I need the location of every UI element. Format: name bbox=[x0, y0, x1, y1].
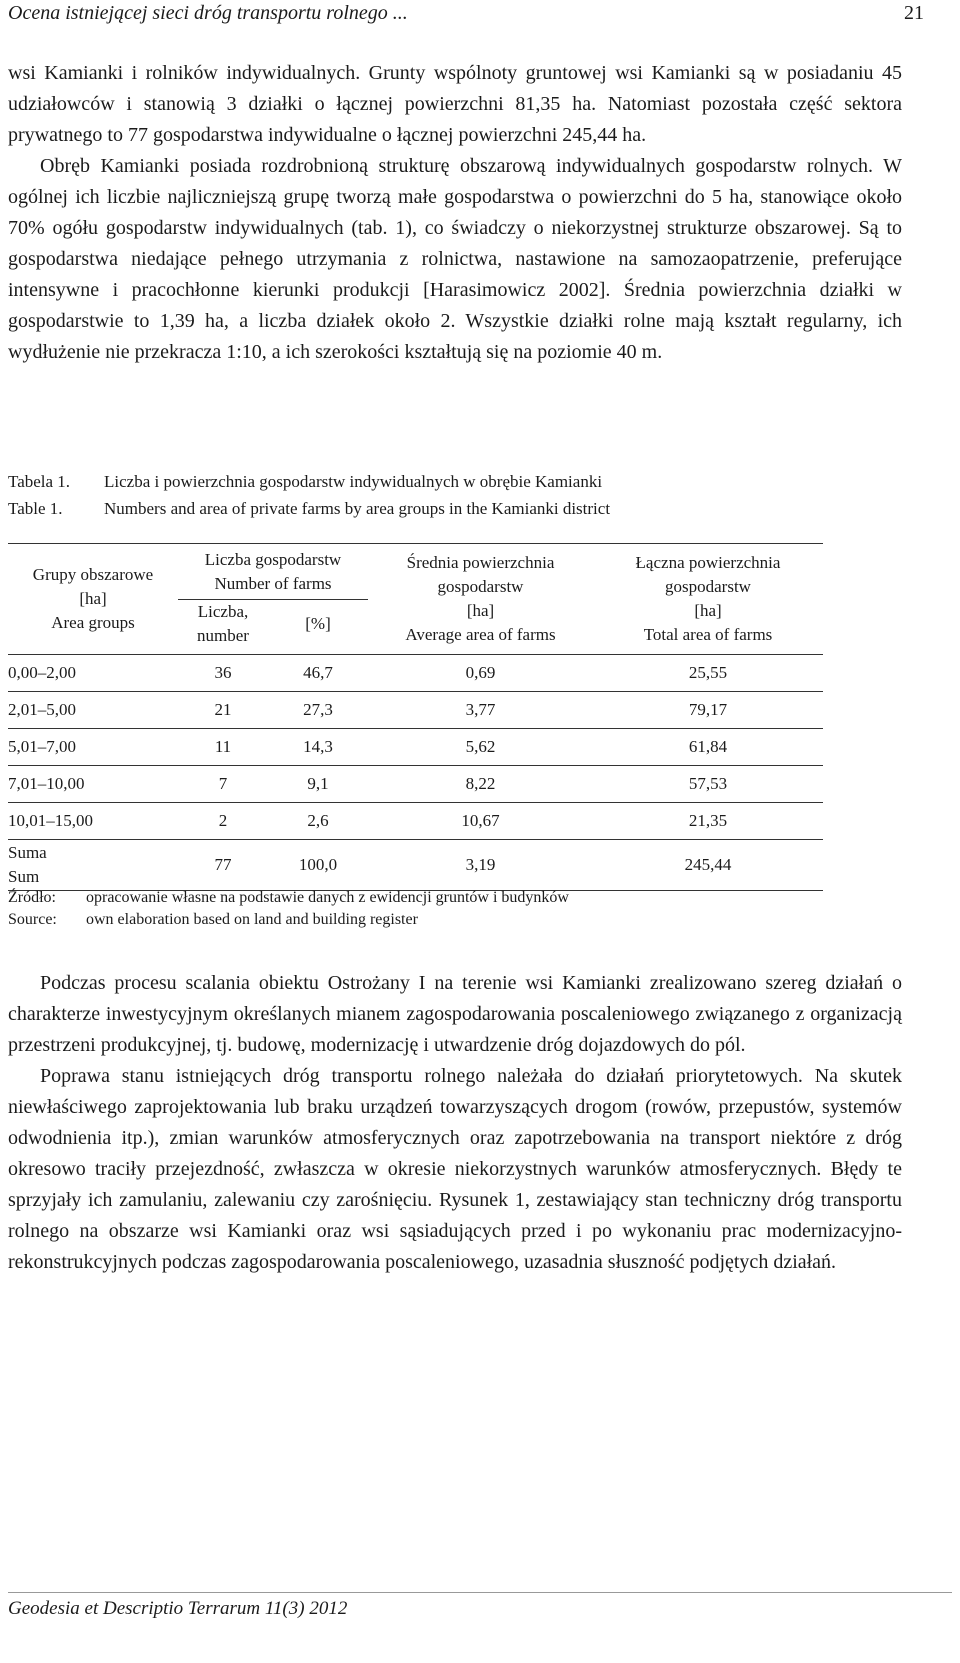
table-row: 5,01–7,00 11 14,3 5,62 61,84 bbox=[8, 729, 823, 766]
header-number-of-farms: Liczba gospodarstw Number of farms bbox=[178, 544, 368, 601]
table-row: 10,01–15,00 2 2,6 10,67 21,35 bbox=[8, 803, 823, 840]
caption-label-pl: Tabela 1. bbox=[8, 472, 71, 491]
source-label-en: Source: bbox=[8, 911, 57, 928]
table-source bbox=[8, 887, 569, 931]
header-percent: [%] bbox=[268, 600, 368, 655]
table-row-sum: Suma Sum 77 100,0 3,19 245,44 bbox=[8, 840, 823, 891]
body-text-bottom bbox=[8, 968, 902, 1278]
table-row: 0,00–2,00 36 46,7 0,69 25,55 bbox=[8, 655, 823, 692]
footer-divider bbox=[8, 1592, 952, 1593]
source-text-pl: opracowanie własne na podstawie danych z ewidencji gruntów i budynków bbox=[86, 889, 569, 906]
header-count: Liczba, number bbox=[178, 600, 268, 655]
table-caption bbox=[8, 468, 908, 522]
running-title: Ocena istniejącej sieci dróg transportu rolnego ... bbox=[8, 2, 408, 24]
caption-text-en: Numbers and area of private farms by area groups in the Kamianki district bbox=[104, 499, 611, 518]
paragraph: wsi Kamianki i rolników indywidualnych. Grunty wspólnoty gruntowej wsi Kamianki są w posiadaniu 45 udziałowców i stanowią 3 działki o łącznej powierzchni 81,35 ha. Natomiast pozostała część sektora prywatnego to 77 gospodarstwa indywidualne o łącznej powierzchni 245,44 ha. bbox=[8, 62, 902, 146]
table-row: 7,01–10,00 7 9,1 8,22 57,53 bbox=[8, 766, 823, 803]
body-text-top bbox=[8, 58, 902, 368]
header-total-area: Łączna powierzchnia gospodarstw [ha] Total area of farms bbox=[593, 544, 823, 655]
farms-table bbox=[8, 543, 823, 891]
paragraph: Poprawa stanu istniejących dróg transportu rolnego należała do działań priorytetowych. Na skutek niewłaściwego zaprojektowania lub braku urządzeń towarzyszących drogom (rowów, przepustów, systemów odwodnienia itp.), zmian warunków atmosferycznych oraz zapotrzebowania na transport niektóre z dróg okresowo traciły przejezdność, zwłaszcza w okresie niekorzystnych warunków atmosferycznych. Błędy te sprzyjały ich zamulaniu, zalewaniu czy zarośnięciu. Rysunek 1, zestawiający stan techniczny dróg transportu rolnego na obszarze wsi Kamianki oraz wsi sąsiadujących przed i po wykonaniu prac modernizacyjno-rekonstrukcyjnych podczas zagospodarowania poscaleniowego, uzasadnia słuszność podjętych działań. bbox=[8, 1065, 902, 1273]
caption-label-en: Table 1. bbox=[8, 499, 63, 518]
header-average-area: Średnia powierzchnia gospodarstw [ha] Average area of farms bbox=[368, 544, 593, 655]
source-label-pl: Źródło: bbox=[8, 889, 56, 906]
running-header bbox=[8, 2, 924, 25]
journal-footer: Geodesia et Descriptio Terrarum 11(3) 2012 bbox=[8, 1598, 348, 1619]
source-text-en: own elaboration based on land and building register bbox=[86, 911, 418, 928]
paragraph: Podczas procesu scalania obiektu Ostrożany I na terenie wsi Kamianki zrealizowano szereg działań o charakterze inwestycyjnym określanych mianem zagospodarowania poscaleniowego związanego z organizacją przestrzeni produkcyjnej, tj. budowę, modernizację i utwardzenie dróg dojazdowych do pól. bbox=[8, 972, 902, 1056]
header-area-groups: Grupy obszarowe [ha] Area groups bbox=[8, 544, 178, 655]
page-number: 21 bbox=[904, 2, 924, 24]
table-row: 2,01–5,00 21 27,3 3,77 79,17 bbox=[8, 692, 823, 729]
caption-text-pl: Liczba i powierzchnia gospodarstw indywidualnych w obrębie Kamianki bbox=[104, 472, 603, 491]
paragraph: Obręb Kamianki posiada rozdrobnioną strukturę obszarową indywidualnych gospodarstw rolnych. W ogólnej ich liczbie najliczniejszą grupę tworzą małe gospodarstwa o powierzchni do 5 ha, stanowiące około 70% ogółu gospodarstw indywidualnych (tab. 1), co świadczy o niekorzystnej strukturze obszarowej. Są to gospodarstwa niedające pełnego utrzymania z rolnictwa, nastawione na samozaopatrzenie, preferujące intensywne i pracochłonne kierunki produkcji [Harasimowicz 2002]. Średnia powierzchnia działki w gospodarstwie to 1,39 ha, a liczba działek około 2. Wszystkie działki rolne mają kształt regularny, ich wydłużenie nie przekracza 1:10, a ich szerokości kształtują się na poziomie 40 m. bbox=[8, 155, 902, 363]
